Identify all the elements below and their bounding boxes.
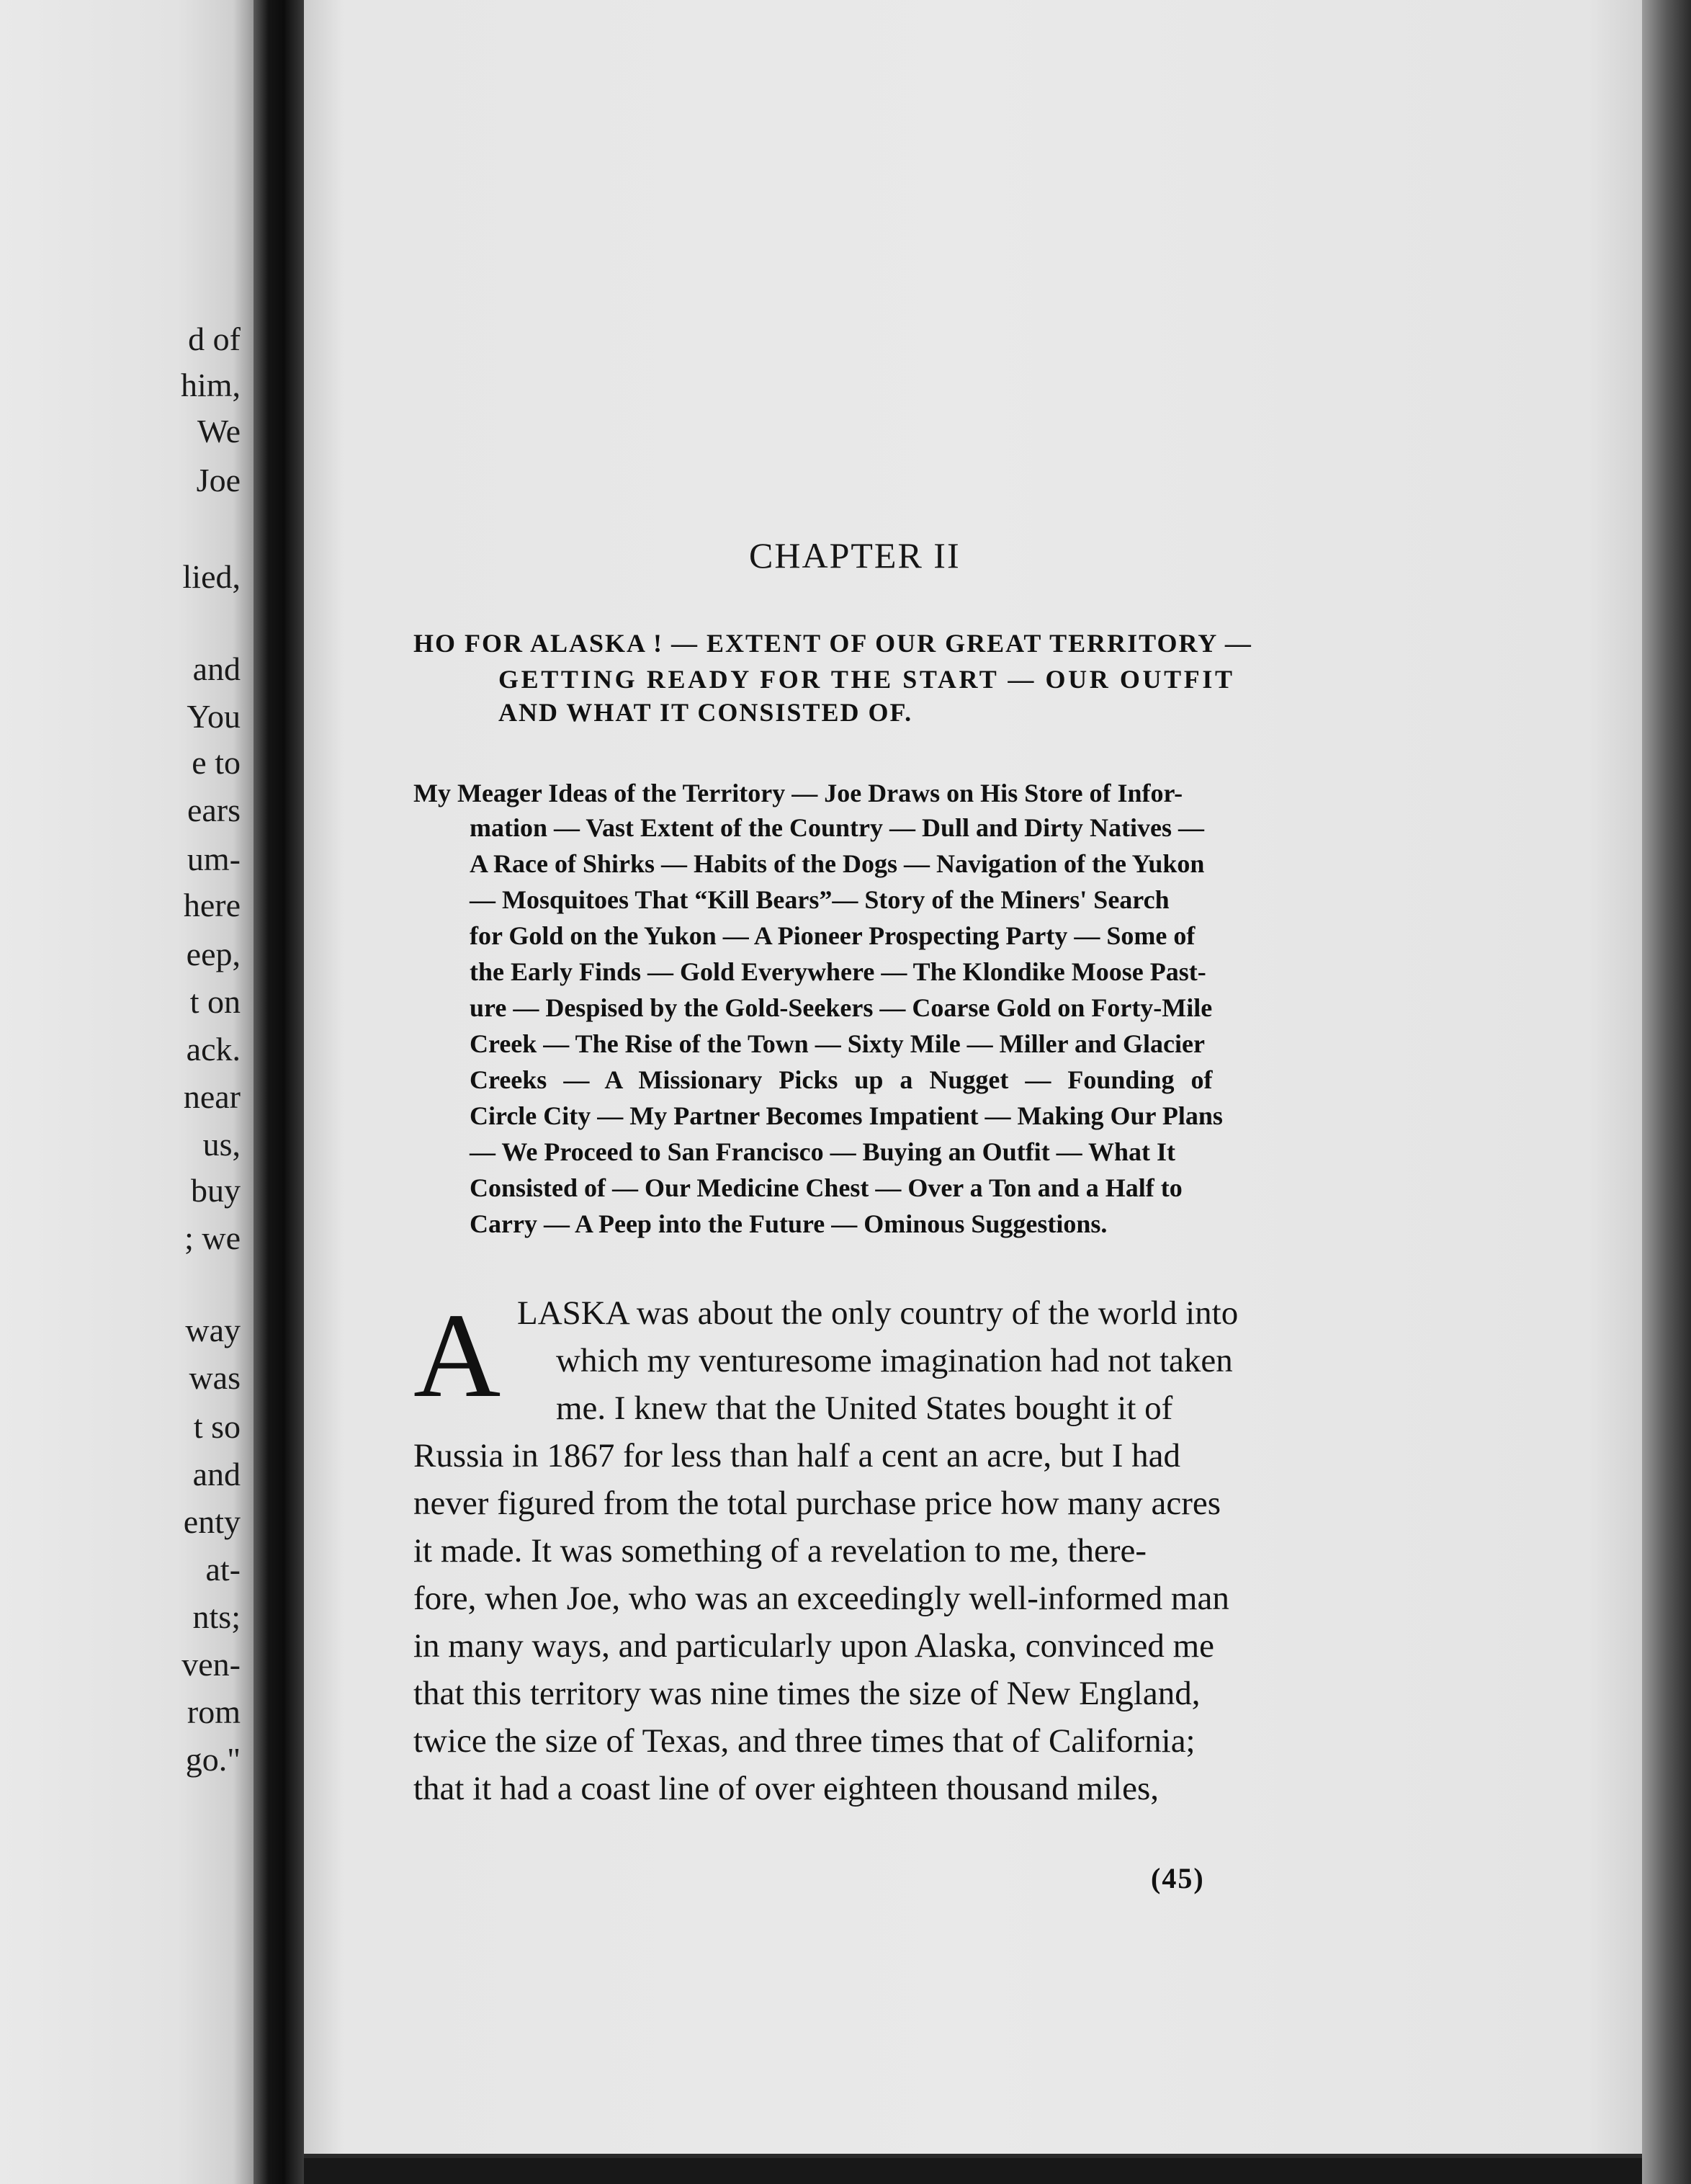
- left-page-fragment: and: [192, 1456, 241, 1492]
- left-page-fragment: t so: [193, 1408, 241, 1445]
- left-page-fragment: go.": [185, 1741, 241, 1778]
- body-line: it made. It was something of a revelation to me, there-: [413, 1532, 1147, 1570]
- left-page-fragment: d of: [188, 321, 241, 357]
- synopsis-line: Creeks — A Missionary Picks up a Nugget — Founding of: [470, 1065, 1213, 1094]
- body-line: which my venturesome imagination had not taken: [556, 1342, 1233, 1379]
- left-page-fragment: buy: [191, 1172, 241, 1209]
- left-page-fragment: near: [183, 1078, 241, 1115]
- left-page-fragment: nts;: [192, 1598, 241, 1635]
- chapter-heading-line: HO FOR ALASKA ! — EXTENT OF OUR GREAT TERRITORY —: [413, 629, 1252, 658]
- left-page-fragment: and: [192, 650, 241, 687]
- synopsis-line: Circle City — My Partner Becomes Impatient — Making Our Plans: [470, 1101, 1223, 1130]
- synopsis-line: Consisted of — Our Medicine Chest — Over a Ton and a Half to: [470, 1173, 1183, 1202]
- left-page-fragment: him,: [180, 367, 241, 403]
- chapter-heading-line: AND WHAT IT CONSISTED OF.: [498, 698, 913, 727]
- page-number: (45): [1151, 1862, 1205, 1894]
- synopsis-line: — We Proceed to San Francisco — Buying an Outfit — What It: [470, 1137, 1176, 1166]
- chapter-title: CHAPTER II: [749, 535, 961, 576]
- left-page-fragment: ears: [187, 792, 241, 828]
- left-page-fragment: us,: [202, 1126, 241, 1163]
- body-line: in many ways, and particularly upon Alaska, convinced me: [413, 1627, 1215, 1665]
- book-gutter: [254, 0, 304, 2184]
- body-line: me. I knew that the United States bought it of: [556, 1389, 1173, 1427]
- left-page-fragment: We: [197, 413, 241, 449]
- page-edge-shadow: [1642, 0, 1691, 2184]
- left-page-fragment: ack.: [186, 1031, 241, 1068]
- chapter-heading-line: GETTING READY FOR THE START — OUR OUTFIT: [498, 665, 1235, 694]
- body-line: fore, when Joe, who was an exceedingly well-informed man: [413, 1580, 1229, 1617]
- synopsis-line: the Early Finds — Gold Everywhere — The Klondike Moose Past-: [470, 957, 1206, 986]
- drop-cap: A: [413, 1289, 501, 1423]
- left-page-fragment: rom: [187, 1693, 241, 1730]
- synopsis-line: A Race of Shirks — Habits of the Dogs — Navigation of the Yukon: [470, 849, 1205, 878]
- left-page-fragment: ven-: [181, 1646, 241, 1683]
- body-line: LASKA was about the only country of the world into: [517, 1294, 1239, 1332]
- left-page-fragment: way: [185, 1312, 241, 1348]
- left-page-fragment: um-: [187, 841, 241, 877]
- synopsis-line: My Meager Ideas of the Territory — Joe Draws on His Store of Infor-: [413, 779, 1183, 807]
- left-page-fragment: was: [189, 1359, 241, 1396]
- body-line: that it had a coast line of over eighteen thousand miles,: [413, 1770, 1160, 1807]
- body-line: never figured from the total purchase price how many acres: [413, 1485, 1221, 1522]
- left-page-fragment: eep,: [186, 936, 241, 972]
- body-line: Russia in 1867 for less than half a cent an acre, but I had: [413, 1437, 1181, 1474]
- left-page-fragment: e to: [192, 744, 241, 781]
- body-line: that this territory was nine times the size of New England,: [413, 1675, 1201, 1712]
- synopsis-line: mation — Vast Extent of the Country — Dull and Dirty Natives —: [470, 813, 1205, 842]
- left-facing-page: [0, 0, 254, 2184]
- synopsis-line: Creek — The Rise of the Town — Sixty Mile — Miller and Glacier: [470, 1029, 1205, 1058]
- left-page-fragment: You: [187, 698, 241, 735]
- left-page-fragment: ; we: [184, 1219, 241, 1256]
- body-line: twice the size of Texas, and three times that of California;: [413, 1722, 1196, 1760]
- synopsis-line: — Mosquitoes That “Kill Bears”— Story of the Miners' Search: [470, 885, 1170, 914]
- left-page-fragment: lied,: [182, 558, 241, 595]
- left-page-fragment: here: [183, 887, 241, 923]
- synopsis-line: ure — Despised by the Gold-Seekers — Coarse Gold on Forty-Mile: [470, 993, 1213, 1022]
- synopsis-line: Carry — A Peep into the Future — Ominous Suggestions.: [470, 1209, 1108, 1238]
- left-page-fragment: enty: [183, 1503, 241, 1540]
- synopsis-line: for Gold on the Yukon — A Pioneer Prospecting Party — Some of: [470, 921, 1196, 950]
- left-page-fragment: t on: [189, 983, 241, 1020]
- left-page-fragment: at-: [205, 1551, 241, 1588]
- left-page-fragment: Joe: [196, 462, 241, 498]
